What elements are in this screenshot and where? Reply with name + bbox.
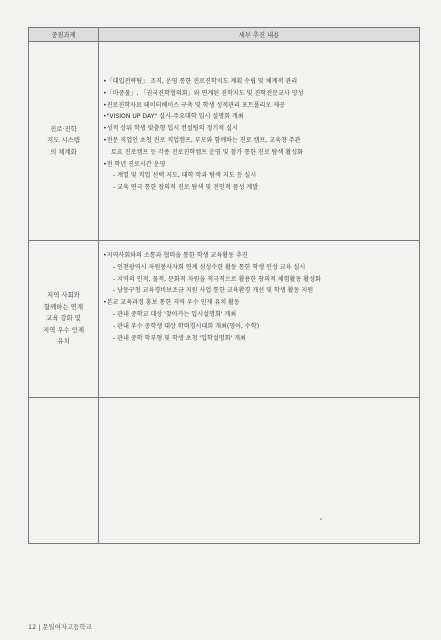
detail-line: •전 학년 진로시간 운영 — [103, 160, 166, 168]
detail-line: •「대입전략팀」 조직, 운영 통한 진로진학지도 계획 수립 및 체계적 관리 — [103, 78, 298, 85]
paper-speck — [320, 518, 322, 520]
task-line: 의 체계화 — [50, 147, 77, 156]
task-line: 함께하는 연계 — [43, 302, 84, 311]
detail-line: •진로진학자료 데이터베이스 구축 및 학생 성적관리 포트폴리오 제공 — [103, 101, 285, 109]
header-details: 세부 추진 내용 — [99, 28, 420, 42]
empty-cell — [99, 398, 420, 544]
table-row — [29, 42, 420, 241]
task-line: 진로·진학 — [50, 124, 77, 133]
table-header-row — [29, 28, 420, 42]
task-line: 지역 사회와 — [47, 291, 80, 300]
detail-line: - 남동구청 교육경비보조금 지원 사업 통한 교육환경 개선 및 학생 활동 지원 — [113, 287, 314, 295]
detail-line: 토요 진로캠프 등 각종 진로진학캠프 운영 및 참가 통한 진로 탐색 활성화 — [111, 148, 304, 156]
detail-line: •"VISION UP DAY" 실시-주요대학 입시 설명회 개최 — [103, 113, 244, 121]
task-line: 교육 강화 및 — [46, 314, 81, 323]
detail-cell — [99, 42, 420, 241]
detail-line: •「마중물」, 「권국진학협의회」와 연계된 진학지도 및 진학전문교사 양성 — [103, 89, 304, 97]
task-line: 유치 — [57, 337, 70, 346]
header-task: 중점과제 — [29, 28, 99, 42]
footer-separator: | — [38, 623, 43, 631]
detail-line: - 관내 중학교 대상 '찾아가는 입시설명회' 개최 — [113, 310, 237, 318]
task-cell — [29, 42, 99, 241]
detail-line: - 관내 중학 학부형 및 학생 초청 '입학설명회' 개최 — [113, 334, 246, 342]
task-cell — [29, 241, 99, 398]
task-line: 지역 우수 인재 — [42, 325, 85, 334]
detail-line: - 관내 우수 중학생 대상 학력경시대회 개최(영어, 수학) — [113, 322, 260, 330]
page-footer — [28, 622, 92, 631]
page-number: 12 — [28, 623, 37, 631]
plan-table — [28, 27, 420, 544]
task-line: 지도 시스템 — [47, 136, 80, 145]
detail-cell — [99, 241, 420, 398]
table-row-empty — [29, 398, 420, 544]
table-row — [29, 241, 420, 398]
detail-line: •전문 직업인 초청 진로 직업캠프, 부모와 함께하는 진로 캠프, 교육청 주관 — [103, 136, 301, 144]
empty-cell — [29, 398, 99, 544]
detail-line: •지역사회와의 소통과 협력을 통한 학생 교육활동 추진 — [103, 252, 248, 259]
detail-line: - 교육 연극 통한 창의적 진로 탐색 및 전인적 품성 계발 — [113, 184, 259, 192]
detail-line: •본교 교육과정 홍보 통한 지역 우수 인재 유치 활동 — [103, 299, 240, 307]
school-name: 문일여자고등학교 — [42, 623, 92, 631]
detail-line: - 계열 및 직업 선택 지도, 대학 학과 탐색 지도 등 실시 — [113, 172, 257, 180]
detail-line: - 인천광역시 자원봉사자회 연계 심성수련 활동 통한 학생 인성 교육 실시 — [113, 263, 306, 271]
detail-line: •성적 상위 학생 맞춤형 입시 컨설팅의 정기적 실시 — [103, 125, 238, 133]
detail-line: - 지역의 인적, 물적, 문화적 자원을 적극적으로 활용한 창의적 체험활동 활성화 — [113, 275, 321, 283]
